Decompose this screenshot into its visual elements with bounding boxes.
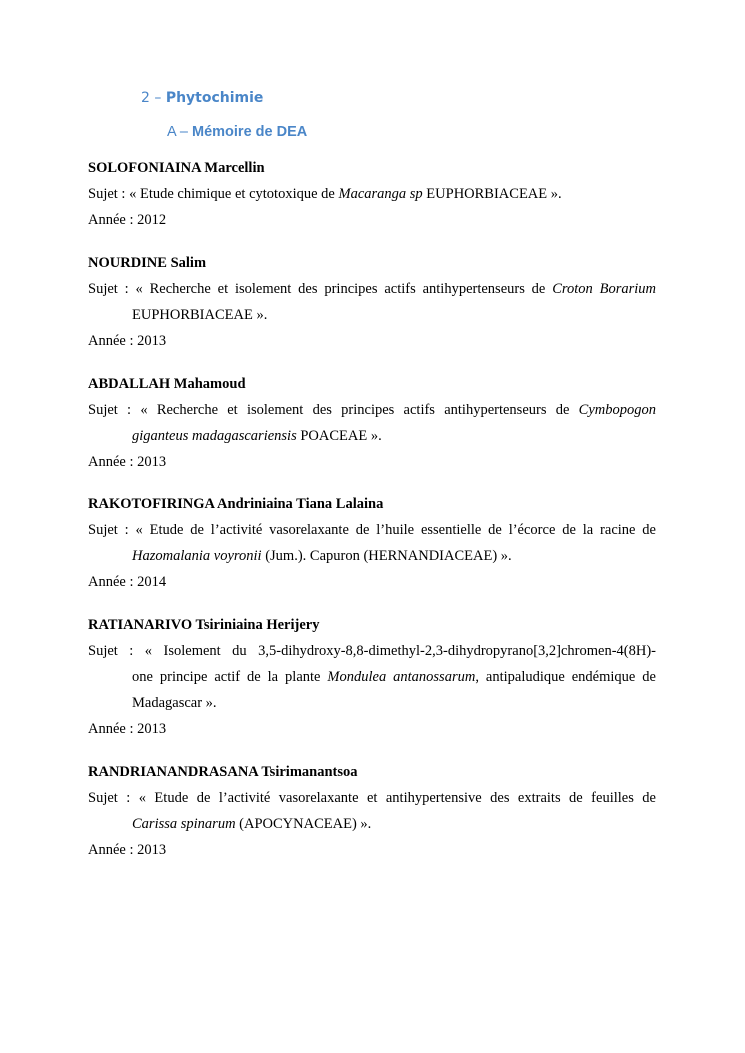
thesis-entry [88, 759, 656, 863]
year-value: 2013 [137, 842, 167, 858]
section-title: Phytochimie [165, 90, 264, 106]
subject-line [88, 302, 656, 328]
year-value: 2014 [137, 574, 167, 590]
subject-line [88, 397, 656, 423]
author-name: ABDALLAH Mahamoud [88, 376, 246, 392]
subject-line [88, 423, 656, 449]
subject-text: Madagascar ». [132, 695, 217, 711]
subsection-letter: A – [167, 124, 192, 140]
year-line [88, 449, 656, 475]
subject-text: « Etude de l’activité vasorelaxante de l’huile essentielle de l’écorce de la racine de [135, 522, 656, 538]
subject-line [88, 811, 656, 837]
year-value: 2013 [137, 721, 167, 737]
subject-text: « Etude chimique et cytotoxique de [129, 186, 339, 202]
thesis-entry [88, 250, 656, 354]
thesis-entry [88, 371, 656, 475]
subject-label: Sujet : [88, 402, 141, 418]
subject-text: one principe actif de la plante [132, 669, 328, 685]
subject-text: (Jum.). Capuron (HERNANDIACEAE) ». [261, 548, 512, 564]
year-value: 2012 [137, 212, 167, 228]
year-label: Année : [88, 212, 138, 228]
year-line [88, 569, 656, 595]
subject-label: Sujet : [88, 281, 136, 297]
subject-text: EUPHORBIACEAE ». [422, 186, 562, 202]
year-label: Année : [88, 842, 138, 858]
subject-species: giganteus madagascariensis [132, 428, 297, 444]
subject-label: Sujet : [88, 643, 145, 659]
year-value: 2013 [137, 454, 167, 470]
subject-line [88, 664, 656, 690]
author-name: RAKOTOFIRINGA Andriniaina Tiana Lalaina [88, 496, 384, 512]
author-name: NOURDINE Salim [88, 255, 207, 271]
author-name: RANDRIANANDRASANA Tsirimanantsoa [88, 764, 358, 780]
subject-line [88, 638, 656, 664]
subject-line [88, 517, 656, 543]
year-label: Année : [88, 333, 138, 349]
subject-species: Croton Borarium [552, 281, 656, 297]
subject-label: Sujet : [88, 790, 139, 806]
year-label: Année : [88, 721, 138, 737]
subject-species: Cymbopogon [578, 402, 656, 418]
subject-text: « Recherche et isolement des principes actifs antihypertenseurs de [135, 281, 553, 297]
subject-text: (APOCYNACEAE) ». [235, 816, 372, 832]
subsection-title: Mémoire de DEA [192, 124, 308, 140]
subject-text: « Etude de l’activité vasorelaxante et antihypertensive des extraits de feuilles de [138, 790, 656, 806]
section-number: 2 – [141, 90, 166, 106]
section-heading [141, 90, 263, 106]
year-line [88, 328, 656, 354]
subject-text: « Recherche et isolement des principes actifs antihypertenseurs de [140, 402, 579, 418]
author-name: SOLOFONIAINA Marcellin [88, 160, 265, 176]
subject-line [88, 690, 656, 716]
subject-text: POACEAE ». [296, 428, 382, 444]
subject-label: Sujet : [88, 186, 130, 202]
subject-species: Carissa spinarum [132, 816, 236, 832]
year-line [88, 837, 656, 863]
subject-text: , antipaludique endémique de [475, 669, 656, 685]
subject-line [88, 276, 656, 302]
author-name: RATIANARIVO Tsiriniaina Herijery [88, 617, 320, 633]
subject-text: EUPHORBIACEAE ». [132, 307, 268, 323]
year-value: 2013 [137, 333, 167, 349]
subject-text: « Isolement du 3,5-dihydroxy-8,8-dimethyl-2,3-dihydropyrano[3,2]chromen-4(8H)- [144, 643, 656, 659]
subject-line [88, 181, 656, 207]
subject-species: Hazomalania voyronii [132, 548, 262, 564]
thesis-entry [88, 612, 656, 742]
year-label: Année : [88, 454, 138, 470]
subject-line [88, 543, 656, 569]
year-label: Année : [88, 574, 138, 590]
thesis-entry [88, 491, 656, 595]
thesis-entry [88, 155, 656, 233]
year-line [88, 716, 656, 742]
subject-species: Mondulea antanossarum [327, 669, 476, 685]
subject-label: Sujet : [88, 522, 136, 538]
subject-species: Macaranga sp [338, 186, 423, 202]
year-line [88, 207, 656, 233]
subsection-heading [167, 124, 307, 140]
subject-line [88, 785, 656, 811]
